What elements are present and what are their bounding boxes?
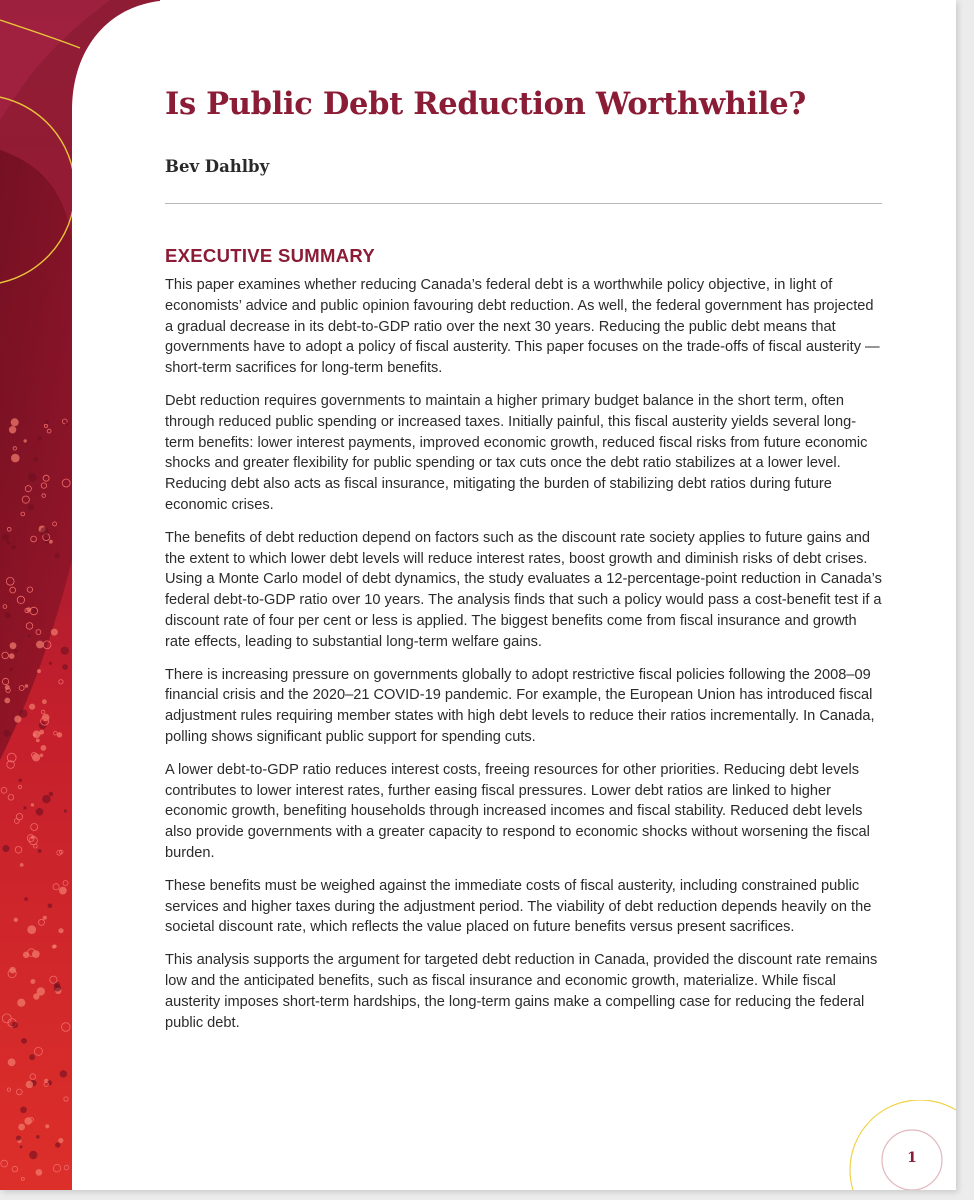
paragraph: A lower debt-to-GDP ratio reduces interest costs, freeing resources for other priorities. Reducing debt levels contributes to lower interest rates, further easing fiscal pressures. Lower debt ratios are linked to higher economic growth, benefiting households through increased incomes and fiscal stability. Reduced debt levels also provide governments with a greater capacity to respond to economic shocks without worsening the fiscal burden. [165, 761, 870, 861]
page-number: 1 [907, 1150, 917, 1166]
divider [165, 203, 882, 204]
paragraph: This analysis supports the argument for targeted debt reduction in Canada, provided the discount rate remains low and the anticipated benefits, such as fiscal insurance and economic growth, materialize. While fiscal austerity imposes short-term hardships, the long-term gains make a compelling case for reducing the federal public debt. [165, 952, 878, 1031]
paragraph: This paper examines whether reducing Canada’s federal debt is a worthwhile policy objective, in light of economists’ advice and public opinion favouring debt reduction. As well, the federal government has projected a gradual decrease in its debt-to-GDP ratio over the next 30 years. Reducing the public debt means that governments have to adopt a policy of fiscal austerity. This paper focuses on the trade-offs of fiscal austerity — short-term sacrifices for long-term benefits. [165, 277, 880, 377]
paragraph: There is increasing pressure on governments globally to adopt restrictive fiscal policies following the 2008–09 financial crisis and the 2020–21 COVID-19 pandemic. For example, the European Union has introduced fiscal adjustment rules requiring member states with high debt levels to reduce their ratios incrementally. In Canada, polling shows significant public support for spending cuts. [165, 666, 875, 745]
paragraph: The benefits of debt reduction depend on factors such as the discount rate society applies to future gains and the extent to which lower debt levels will reduce interest rates, boost growth and diminish risks of debt crises. Using a Monte Carlo model of debt dynamics, the study evaluates a 12-percentage-point reduction in Canada’s federal debt-to-GDP ratio over 10 years. The analysis finds that such a policy would pass a cost-benefit test if a discount rate of four per cent or less is applied. The biggest benefits come from fiscal insurance and growth rate effects, leading to substantial long-term welfare gains. [165, 529, 882, 650]
paragraph: Debt reduction requires governments to maintain a higher primary budget balance in the short term, often through reduced public spending or increased taxes. Initially painful, this fiscal austerity yields several long-term benefits: lower interest payments, improved economic growth, reduced fiscal risks from future economic shocks and greater flexibility for public spending or tax cuts once the debt ratio stabilizes at a lower level. Reducing debt also acts as fiscal insurance, mitigating the burden of stabilizing debt ratios during future economic crises. [165, 392, 868, 513]
author-name: Bev Dahlby [165, 157, 270, 176]
paragraph: These benefits must be weighed against the immediate costs of fiscal austerity, including constrained public services and higher taxes during the adjustment period. The viability of debt reduction depends heavily on the societal discount rate, which reflects the value placed on future benefits versus present sacrifices. [165, 877, 872, 936]
section-heading: EXECUTIVE SUMMARY [165, 245, 375, 266]
corner-circle-decoration [840, 1100, 956, 1190]
executive-summary-body [165, 275, 885, 1045]
document-title: Is Public Debt Reduction Worthwhile? [165, 86, 806, 122]
